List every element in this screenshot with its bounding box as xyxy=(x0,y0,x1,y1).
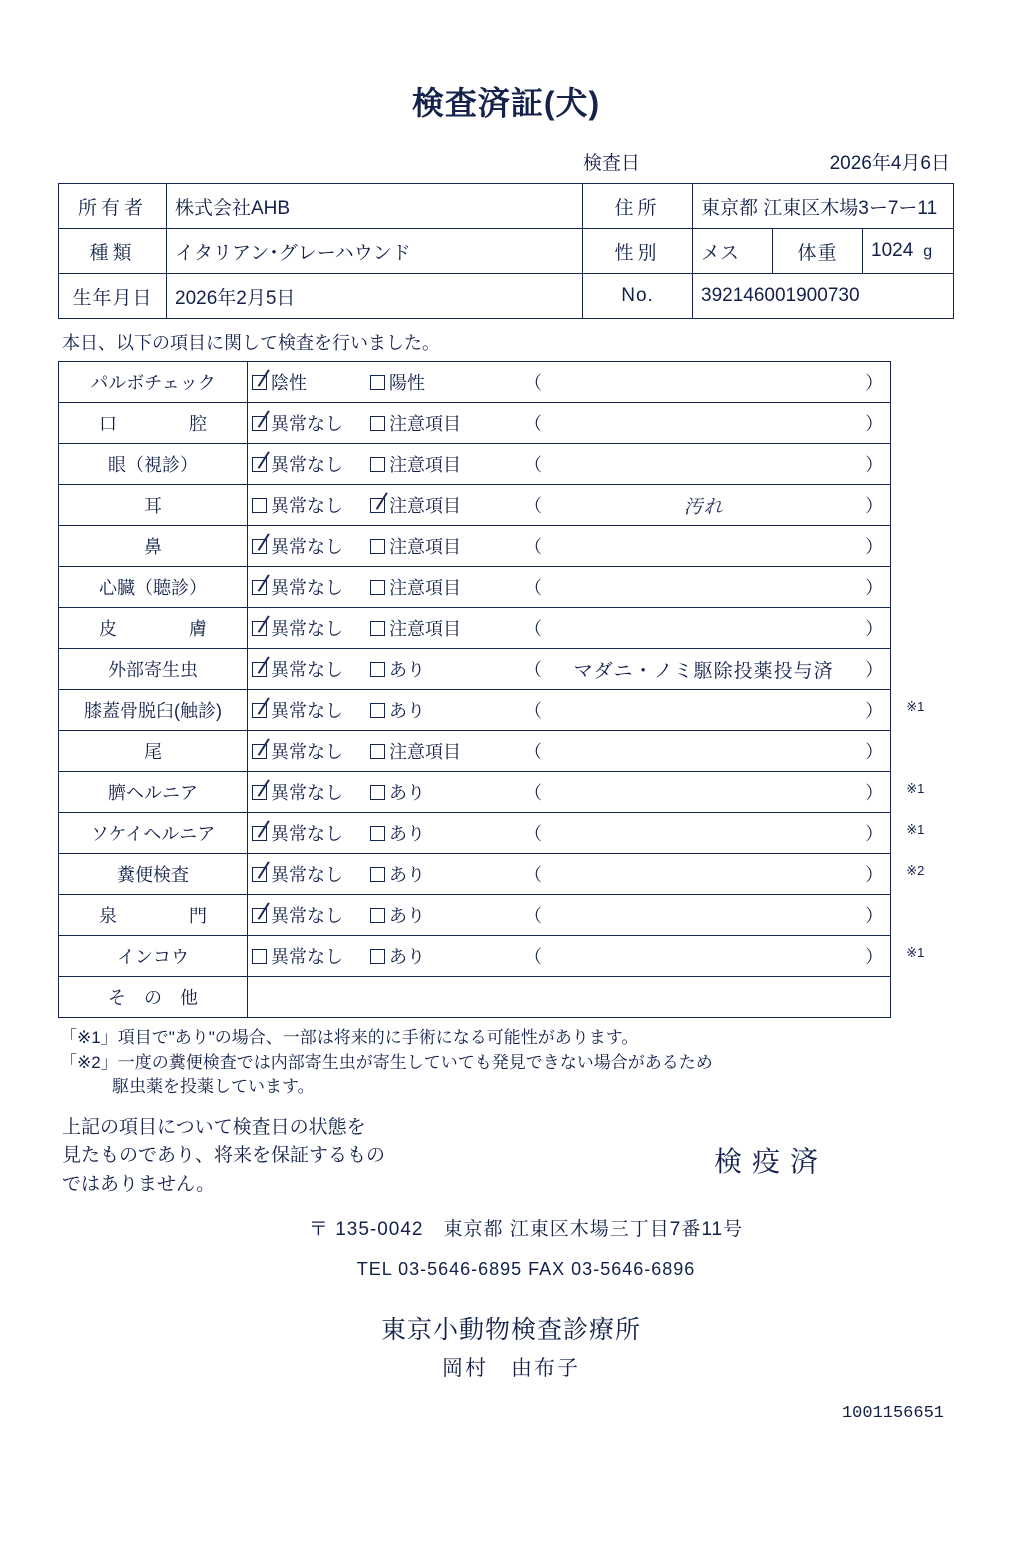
option-secondary[interactable] xyxy=(370,615,520,641)
remark-close-paren: ） xyxy=(865,619,884,639)
remark-text: 汚れ xyxy=(683,495,724,518)
table-row xyxy=(59,608,891,649)
item-options-cell xyxy=(248,526,891,567)
item-options-cell xyxy=(248,731,891,772)
option-primary[interactable] xyxy=(252,697,370,723)
remark-open-paren: （ xyxy=(524,865,542,885)
remark-close-paren: ） xyxy=(865,742,884,762)
option-primary-label: 異常なし xyxy=(271,906,343,926)
option-secondary[interactable] xyxy=(370,861,520,887)
item-label: 心臓（聴診） xyxy=(59,567,248,608)
checkbox-icon[interactable] xyxy=(370,744,385,759)
remark-field[interactable] xyxy=(520,861,889,887)
option-secondary-label: 注意項目 xyxy=(389,578,461,598)
animal-info-table xyxy=(58,183,954,319)
item-label: ソケイヘルニア xyxy=(59,813,248,854)
option-primary-label: 異常なし xyxy=(271,783,343,803)
item-label: 外部寄生虫 xyxy=(59,649,248,690)
option-secondary-label: あり xyxy=(389,865,425,885)
remark-field[interactable] xyxy=(520,820,889,846)
item-options-cell xyxy=(248,772,891,813)
option-secondary[interactable] xyxy=(370,738,520,764)
item-label: インコウ xyxy=(59,936,248,977)
weight-value: 1024 xyxy=(871,240,914,261)
table-row-owner xyxy=(59,184,954,229)
table-row xyxy=(59,936,891,977)
option-secondary[interactable] xyxy=(370,451,520,477)
option-secondary-label: あり xyxy=(389,947,425,967)
certificate-page xyxy=(0,78,1012,1552)
option-secondary-label: あり xyxy=(389,906,425,926)
option-secondary-label: 注意項目 xyxy=(389,619,461,639)
clinic-person-name: 岡村 由布子 xyxy=(442,1356,580,1380)
remark-field[interactable] xyxy=(520,738,889,764)
inspection-items-table xyxy=(58,361,891,1018)
remark-close-paren: ） xyxy=(865,496,884,516)
owner-value: 株式会社AHB xyxy=(167,184,583,229)
remark-close-paren: ） xyxy=(865,824,884,844)
table-row xyxy=(59,567,891,608)
option-primary-label: 異常なし xyxy=(271,414,343,434)
address-value: 東京都 江東区木場3ー7ー11 xyxy=(693,184,954,229)
item-options-cell xyxy=(248,608,891,649)
item-label: 糞便検査 xyxy=(59,854,248,895)
table-row-birth xyxy=(59,274,954,319)
item-options-cell xyxy=(248,690,891,731)
table-row xyxy=(59,526,891,567)
option-secondary[interactable] xyxy=(370,902,520,928)
remark-close-paren: ） xyxy=(865,455,884,475)
checkbox-checked-icon[interactable] xyxy=(252,375,267,390)
remark-open-paren: （ xyxy=(524,414,542,434)
item-footnote-mark: ※1 xyxy=(906,944,925,960)
option-secondary[interactable] xyxy=(370,820,520,846)
checkbox-icon[interactable] xyxy=(370,375,385,390)
option-primary[interactable] xyxy=(252,943,370,969)
option-secondary[interactable] xyxy=(370,697,520,723)
table-row xyxy=(59,403,891,444)
item-options-cell xyxy=(248,977,891,1018)
option-secondary-label: あり xyxy=(389,783,425,803)
option-secondary[interactable] xyxy=(370,492,520,518)
table-row-breed xyxy=(59,229,954,274)
checkbox-icon[interactable] xyxy=(370,908,385,923)
checkbox-checked-icon[interactable] xyxy=(252,744,267,759)
option-secondary-label: 陽性 xyxy=(389,373,425,393)
breed-value: イタリアン･グレーハウンド xyxy=(167,229,583,274)
item-label: 尾 xyxy=(59,731,248,772)
checkbox-icon[interactable] xyxy=(370,457,385,472)
birth-value: 2026年2月5日 xyxy=(167,274,583,319)
item-label: そ の 他 xyxy=(59,977,248,1018)
item-options-cell xyxy=(248,362,891,403)
checkbox-icon[interactable] xyxy=(370,949,385,964)
remark-field[interactable] xyxy=(520,697,889,723)
breed-label: 種類 xyxy=(59,229,167,274)
checkbox-checked-icon[interactable] xyxy=(252,785,267,800)
table-row xyxy=(59,485,891,526)
option-secondary[interactable] xyxy=(370,369,520,395)
disclaimer-text xyxy=(62,1114,492,1200)
option-primary[interactable] xyxy=(252,533,370,559)
option-primary-label: 異常なし xyxy=(271,578,343,598)
item-label: 口 腔 xyxy=(59,403,248,444)
birth-label: 生年月日 xyxy=(59,274,167,319)
item-options-cell xyxy=(248,813,891,854)
weight-unit: g xyxy=(923,243,933,260)
option-primary-label: 異常なし xyxy=(271,537,343,557)
disclaimer-line-1: 上記の項目について検査日の状態を xyxy=(62,1116,366,1138)
option-secondary[interactable] xyxy=(370,574,520,600)
item-footnote-mark: ※1 xyxy=(906,698,925,714)
item-options-cell xyxy=(248,444,891,485)
item-footnote-mark: ※2 xyxy=(906,862,925,878)
checkbox-icon[interactable] xyxy=(370,826,385,841)
option-primary[interactable] xyxy=(252,902,370,928)
remark-field[interactable] xyxy=(520,779,889,805)
option-secondary[interactable] xyxy=(370,943,520,969)
remark-field[interactable] xyxy=(520,574,889,600)
table-row xyxy=(59,731,891,772)
registration-no-value: 392146001900730 xyxy=(693,274,954,319)
item-label: 膝蓋骨脱臼(触診) xyxy=(59,690,248,731)
clinic-name: 東京小動物検査診療所 xyxy=(380,1315,641,1344)
table-row xyxy=(59,854,891,895)
remark-field[interactable] xyxy=(520,451,889,477)
checkbox-icon[interactable] xyxy=(370,662,385,677)
table-row xyxy=(59,690,891,731)
remark-open-paren: （ xyxy=(524,701,542,721)
remark-field[interactable] xyxy=(520,492,889,519)
checkbox-icon[interactable] xyxy=(370,416,385,431)
item-options-cell xyxy=(248,936,891,977)
exam-date-row xyxy=(58,148,954,175)
sex-label: 性別 xyxy=(583,229,693,274)
checkbox-icon[interactable] xyxy=(252,949,267,964)
table-row xyxy=(59,444,891,485)
clinic-address-block xyxy=(58,1214,954,1280)
remark-close-paren: ） xyxy=(865,783,884,803)
remark-open-paren: （ xyxy=(524,578,542,598)
exam-date-label: 検査日 xyxy=(582,153,640,174)
checkbox-checked-icon[interactable] xyxy=(252,908,267,923)
item-label: 泉 門 xyxy=(59,895,248,936)
clinic-postal-address: 〒 135-0042 東京都 江東区木場三丁目7番11号 xyxy=(308,1218,744,1240)
remark-field[interactable] xyxy=(520,615,889,641)
owner-label: 所有者 xyxy=(59,184,167,229)
checkbox-icon[interactable] xyxy=(370,580,385,595)
option-primary[interactable] xyxy=(252,492,370,518)
table-row xyxy=(59,649,891,690)
remark-open-paren: （ xyxy=(524,373,542,393)
remark-open-paren: （ xyxy=(524,947,542,967)
item-label: 臍ヘルニア xyxy=(59,772,248,813)
item-footnote-mark: ※1 xyxy=(906,821,925,837)
remark-close-paren: ） xyxy=(865,578,884,598)
option-primary[interactable] xyxy=(252,861,370,887)
checkbox-checked-icon[interactable] xyxy=(252,621,267,636)
option-secondary-label: あり xyxy=(389,660,425,680)
remark-open-paren: （ xyxy=(524,783,542,803)
remark-field[interactable] xyxy=(520,533,889,559)
checkbox-icon[interactable] xyxy=(370,621,385,636)
checkbox-checked-icon[interactable] xyxy=(370,498,385,513)
table-row xyxy=(59,813,891,854)
remark-field[interactable] xyxy=(520,369,889,395)
disclaimer-line-3: ではありません。 xyxy=(62,1173,216,1195)
option-secondary-label: 注意項目 xyxy=(389,537,461,557)
option-primary[interactable] xyxy=(252,369,370,395)
exam-date-value: 2026年4月6日 xyxy=(829,153,950,174)
remark-close-paren: ） xyxy=(865,373,884,393)
option-primary[interactable] xyxy=(252,615,370,641)
item-options-cell xyxy=(248,403,891,444)
option-primary[interactable] xyxy=(252,656,370,682)
checkbox-icon[interactable] xyxy=(370,867,385,882)
remark-close-paren: ） xyxy=(865,660,884,680)
quarantine-stamp: 検疫済 xyxy=(713,1145,828,1177)
option-secondary-label: 注意項目 xyxy=(389,455,461,475)
option-secondary-label: 注意項目 xyxy=(389,414,461,434)
option-primary[interactable] xyxy=(252,451,370,477)
item-options-cell xyxy=(248,649,891,690)
option-primary[interactable] xyxy=(252,738,370,764)
option-primary-label: 異常なし xyxy=(271,947,343,967)
checkbox-icon[interactable] xyxy=(370,785,385,800)
option-primary-label: 異常なし xyxy=(271,496,343,516)
option-secondary[interactable] xyxy=(370,779,520,805)
remark-close-paren: ） xyxy=(865,865,884,885)
footnote-1: 「※1」項目で"あり"の場合、一部は将来的に手術になる可能性があります。 xyxy=(60,1028,639,1047)
remark-open-paren: （ xyxy=(524,496,542,516)
clinic-tel-fax: TEL 03-5646-6895 FAX 03-5646-6896 xyxy=(356,1258,696,1279)
table-row xyxy=(59,977,891,1018)
checkbox-checked-icon[interactable] xyxy=(252,867,267,882)
remark-open-paren: （ xyxy=(524,619,542,639)
checkbox-icon[interactable] xyxy=(370,703,385,718)
option-primary-label: 異常なし xyxy=(271,865,343,885)
option-primary-label: 異常なし xyxy=(271,742,343,762)
item-footnote-mark: ※1 xyxy=(906,780,925,796)
remark-close-paren: ） xyxy=(865,537,884,557)
disclaimer-line-2: 見たものであり、将来を保証するもの xyxy=(62,1145,386,1167)
option-primary[interactable] xyxy=(252,410,370,436)
inspection-items-wrap xyxy=(58,361,954,1018)
table-row xyxy=(59,895,891,936)
remark-field[interactable] xyxy=(520,902,889,928)
option-primary-label: 異常なし xyxy=(271,619,343,639)
lower-section xyxy=(58,1114,954,1204)
checkbox-checked-icon[interactable] xyxy=(252,539,267,554)
checkbox-checked-icon[interactable] xyxy=(252,457,267,472)
option-primary[interactable] xyxy=(252,574,370,600)
sex-value: メス xyxy=(693,229,773,274)
checkbox-checked-icon[interactable] xyxy=(252,826,267,841)
remark-close-paren: ） xyxy=(865,701,884,721)
option-primary-label: 異常なし xyxy=(271,701,343,721)
remark-text: マダニ・ノミ駆除投薬投与済 xyxy=(573,660,834,682)
remark-open-paren: （ xyxy=(524,824,542,844)
address-label: 住所 xyxy=(583,184,693,229)
weight-cell xyxy=(863,229,954,274)
remark-close-paren: ） xyxy=(865,414,884,434)
remark-open-paren: （ xyxy=(524,455,542,475)
option-secondary[interactable] xyxy=(370,656,520,682)
option-secondary-label: 注意項目 xyxy=(389,742,461,762)
checkbox-checked-icon[interactable] xyxy=(252,580,267,595)
registration-no-label: No. xyxy=(583,274,693,319)
option-secondary-label: あり xyxy=(389,824,425,844)
option-primary-label: 異常なし xyxy=(271,660,343,680)
item-label: 耳 xyxy=(59,485,248,526)
serial-number: 1001156651 xyxy=(841,1403,944,1423)
checkbox-icon[interactable] xyxy=(252,498,267,513)
checkbox-checked-icon[interactable] xyxy=(252,416,267,431)
footnote-2-line2: 駆虫薬を投薬しています。 xyxy=(112,1077,315,1097)
remark-close-paren: ） xyxy=(865,906,884,926)
remark-open-paren: （ xyxy=(524,906,542,926)
item-options-cell xyxy=(248,567,891,608)
item-label: 鼻 xyxy=(59,526,248,567)
option-secondary[interactable] xyxy=(370,533,520,559)
remark-field[interactable] xyxy=(520,410,889,436)
item-options-cell xyxy=(248,485,891,526)
option-primary[interactable] xyxy=(252,820,370,846)
checkbox-checked-icon[interactable] xyxy=(252,703,267,718)
remark-open-paren: （ xyxy=(524,742,542,762)
remark-open-paren: （ xyxy=(524,537,542,557)
checkbox-checked-icon[interactable] xyxy=(252,662,267,677)
option-primary-label: 異常なし xyxy=(271,455,343,475)
remark-close-paren: ） xyxy=(865,947,884,967)
option-secondary-label: 注意項目 xyxy=(389,496,461,516)
weight-label: 体重 xyxy=(773,229,863,274)
page-title: 検査済証(犬) xyxy=(411,85,601,121)
intro-text: 本日、以下の項目に関して検査を行いました。 xyxy=(62,333,440,353)
item-options-cell xyxy=(248,854,891,895)
remark-field[interactable] xyxy=(520,943,889,969)
option-primary-label: 陰性 xyxy=(271,373,307,393)
footnote-2-line1: 「※2」一度の糞便検査では内部寄生虫が寄生していても発見できない場合があるため xyxy=(60,1052,713,1072)
item-options-cell xyxy=(248,895,891,936)
item-label: 眼（視診） xyxy=(59,444,248,485)
table-row xyxy=(59,362,891,403)
table-row xyxy=(59,772,891,813)
remark-field[interactable] xyxy=(520,656,889,683)
option-secondary[interactable] xyxy=(370,410,520,436)
option-primary[interactable] xyxy=(252,779,370,805)
option-secondary-label: あり xyxy=(389,701,425,721)
footnotes xyxy=(60,1026,954,1100)
checkbox-icon[interactable] xyxy=(370,539,385,554)
item-label: パルボチェック xyxy=(59,362,248,403)
item-label: 皮 膚 xyxy=(59,608,248,649)
remark-open-paren: （ xyxy=(524,660,542,680)
option-primary-label: 異常なし xyxy=(271,824,343,844)
